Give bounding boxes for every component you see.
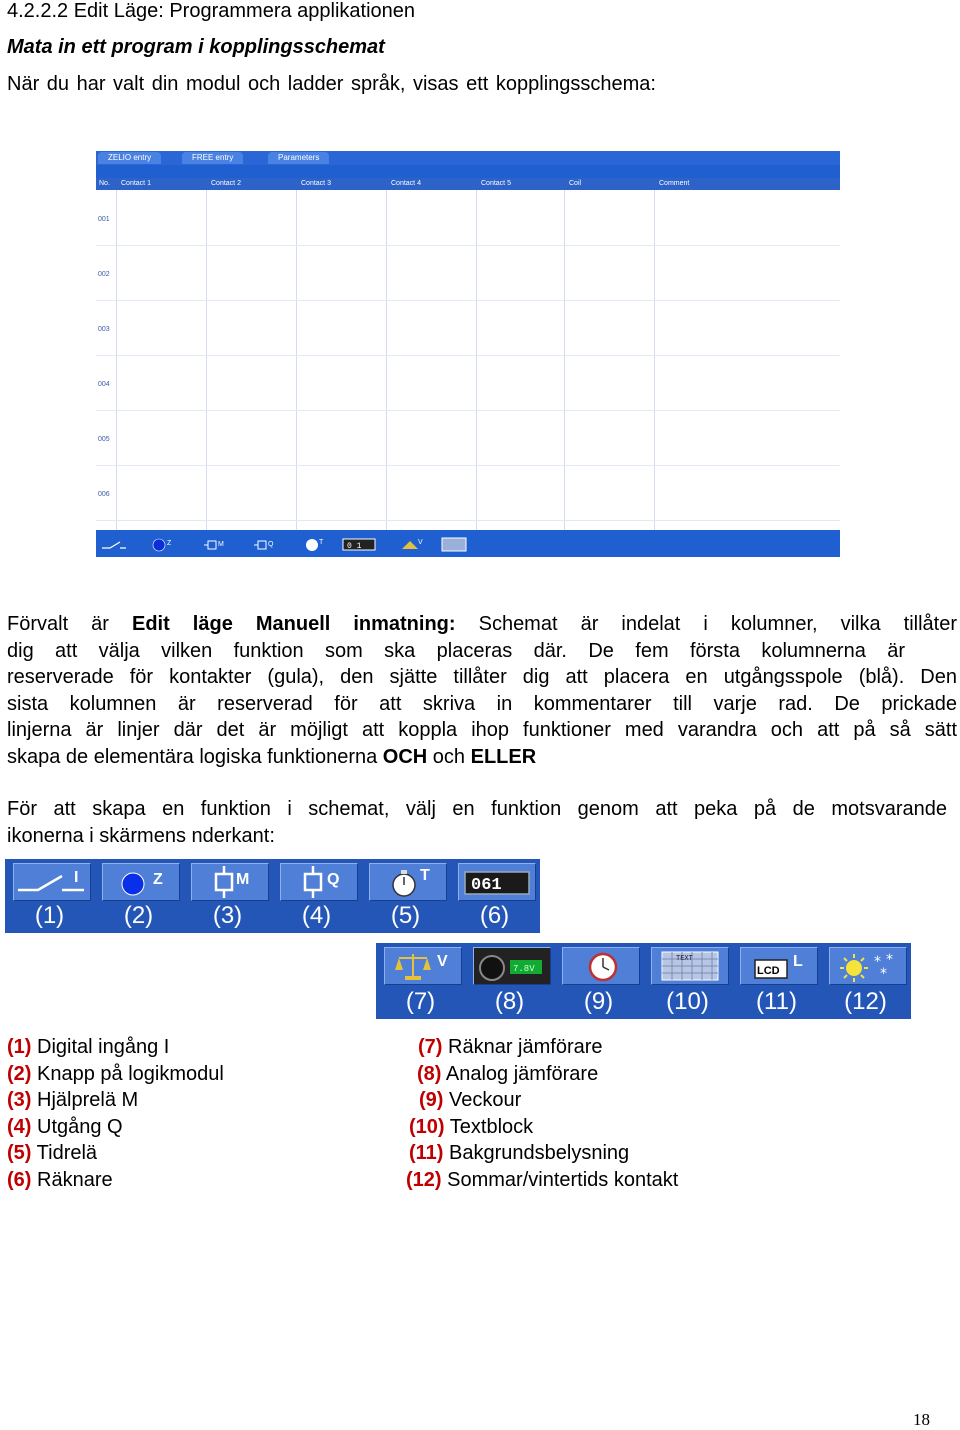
svg-text:*: * — [874, 954, 881, 970]
svg-text:Q: Q — [268, 541, 274, 548]
counter-icon[interactable] — [342, 535, 376, 553]
svg-text:Z: Z — [153, 871, 163, 888]
summer-winter-icon — [829, 947, 907, 985]
legend-item: (12) Sommar/vintertids kontakt — [406, 1168, 679, 1191]
svg-text:061: 061 — [471, 876, 502, 895]
counter-comparator-icon — [384, 947, 462, 985]
legend-item: (6) Räknare — [7, 1168, 113, 1191]
logic-button-icon — [102, 863, 180, 901]
legend-item: (10) Textblock — [409, 1115, 534, 1138]
legend-item: (5) Tidrelä — [7, 1142, 98, 1164]
svg-text:M: M — [236, 871, 250, 888]
svg-text:Z: Z — [167, 540, 172, 547]
column-header-contact-2: Contact 2 — [211, 180, 241, 187]
svg-text:T: T — [420, 867, 430, 884]
function-icons-row-2 — [376, 943, 911, 1019]
row-number: 001 — [98, 216, 110, 223]
svg-text:T: T — [319, 539, 324, 546]
icon-number: (9) — [583, 988, 614, 1015]
svg-text:*: * — [886, 952, 893, 968]
column-header-bar — [96, 178, 840, 190]
row-number: 002 — [98, 271, 110, 278]
function-icon-cell[interactable] — [376, 943, 465, 1019]
column-header-contact-3: Contact 3 — [301, 180, 331, 187]
svg-text:V: V — [437, 953, 448, 970]
svg-text:0 1: 0 1 — [347, 542, 362, 551]
page-number: 18 — [913, 1410, 930, 1429]
function-icon-cell[interactable] — [450, 859, 539, 933]
subheading: Mata in ett program i kopplingsschemat — [7, 36, 385, 58]
legend-item: (9) Veckour — [419, 1089, 522, 1111]
relay-m-icon[interactable] — [202, 535, 230, 553]
icon-number: (7) — [405, 988, 436, 1015]
timer-icon — [369, 863, 447, 901]
row-number: 005 — [98, 436, 110, 443]
function-icon-cell[interactable] — [465, 943, 554, 1019]
clock-icon — [562, 947, 640, 985]
legend-left — [7, 1034, 224, 1193]
tab-zelio-entry[interactable]: ZELIO entry — [98, 152, 161, 164]
icon-number: (4) — [301, 902, 332, 929]
svg-text:V: V — [418, 539, 423, 546]
legend-item: (8) Analog jämförare — [417, 1062, 599, 1085]
ladder-editor-screenshot — [96, 151, 840, 557]
row-number: 004 — [98, 381, 110, 388]
column-header-contact-1: Contact 1 — [121, 180, 151, 187]
tab-parameters[interactable]: Parameters — [268, 152, 329, 164]
svg-text:7.8V: 7.8V — [513, 964, 535, 974]
instruction-paragraph: För att skapa en funktion i schemat, välj en funktion genom att peka på de motsvarande ikonerna i skärmens nderkant: — [7, 798, 947, 847]
svg-text:Q: Q — [327, 871, 340, 888]
compare-icon[interactable] — [398, 535, 426, 553]
intro-text: När du har valt din modul och ladder språk, visas ett kopplingsschema: — [7, 73, 656, 95]
legend-right — [406, 1034, 678, 1193]
svg-text:M: M — [218, 541, 224, 548]
function-icon-cell[interactable] — [554, 943, 643, 1019]
ladder-grid[interactable] — [96, 190, 840, 530]
tab-free-entry[interactable]: FREE entry — [182, 152, 243, 164]
digital-input-icon[interactable] — [100, 535, 128, 553]
function-icon-cell[interactable] — [361, 859, 450, 933]
icon-number: (2) — [123, 902, 154, 929]
legend-item: (7) Räknar jämförare — [418, 1036, 603, 1058]
icon-number: (5) — [390, 902, 421, 929]
function-icon-cell[interactable] — [94, 859, 183, 933]
column-header-contact-5: Contact 5 — [481, 180, 511, 187]
legend-item: (1) Digital ingång I — [7, 1036, 170, 1058]
function-icons-row-1 — [5, 859, 540, 933]
section-heading: 4.2.2.2 Edit Läge: Programmera applikationen — [7, 0, 416, 22]
timer-icon[interactable] — [300, 535, 328, 553]
description-paragraph: Förvalt är Edit läge Manuell inmatning: Schemat är indelat i kolumner, vilka tillåter dig att välja vilken funktion som ska placeras där. De fem första kolumnerna är reserverade för kontakter (gula), den sjätte tillåter dig att placera en utgångsspole (blå). Den sista kolumnen är reserverad för att skriva in kommentarer till varje rad. De prickade linjerna är linjer där det är möjligt att koppla ihop funktioner med varandra och att på så sätt skapa de elementära logiska funktionerna OCH och ELLER — [7, 613, 957, 768]
legend-item: (11) Bakgrundsbelysning — [409, 1142, 630, 1164]
svg-text:I: I — [74, 869, 79, 886]
function-icon-cell[interactable] — [272, 859, 361, 933]
function-icon-cell[interactable] — [5, 859, 94, 933]
icon-number: (10) — [666, 988, 709, 1015]
output-q-icon[interactable] — [252, 535, 280, 553]
digital-input-icon — [13, 863, 91, 901]
editor-tabs — [96, 151, 840, 165]
row-number: 006 — [98, 491, 110, 498]
function-toolbar — [96, 531, 840, 557]
svg-text:TEXT: TEXT — [676, 955, 693, 963]
output-icon — [280, 863, 358, 901]
backlight-icon — [740, 947, 818, 985]
icon-number: (1) — [34, 902, 65, 929]
column-header-no: No. — [99, 180, 110, 187]
legend-item: (4) Utgång Q — [7, 1115, 123, 1138]
icon-number: (8) — [494, 988, 525, 1015]
icon-number: (11) — [756, 988, 797, 1015]
textblock-icon — [651, 947, 729, 985]
function-icon-cell[interactable] — [183, 859, 272, 933]
svg-text:LCD: LCD — [757, 965, 780, 977]
counter-icon — [458, 863, 536, 901]
function-icon-cell[interactable] — [821, 943, 910, 1019]
column-header-contact-4: Contact 4 — [391, 180, 421, 187]
icon-number: (12) — [844, 988, 887, 1015]
button-z-icon[interactable] — [150, 535, 178, 553]
textblock-icon[interactable] — [440, 535, 468, 553]
aux-relay-icon — [191, 863, 269, 901]
analog-comparator-icon — [473, 947, 551, 985]
svg-text:*: * — [880, 966, 887, 982]
svg-text:L: L — [793, 953, 803, 970]
column-header-coil: Coil — [569, 180, 582, 187]
legend-item: (2) Knapp på logikmodul — [7, 1062, 224, 1085]
function-icon-cell[interactable] — [732, 943, 821, 1019]
icon-number: (3) — [212, 902, 243, 929]
column-header-comment: Comment — [659, 180, 690, 187]
function-icon-cell[interactable] — [643, 943, 732, 1019]
legend-item: (3) Hjälprelä M — [7, 1089, 139, 1111]
row-number: 003 — [98, 326, 110, 333]
icon-number: (6) — [479, 902, 510, 929]
